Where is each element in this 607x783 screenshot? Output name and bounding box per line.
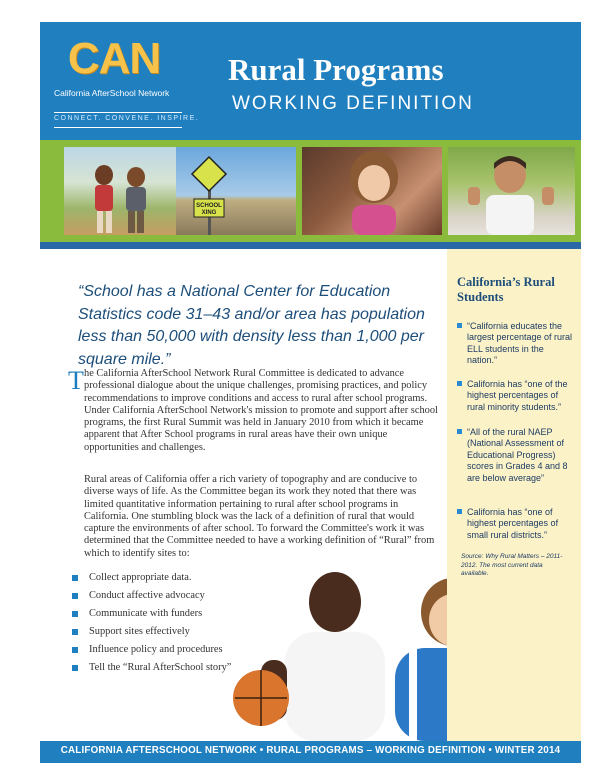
footer-text: CALIFORNIA AFTERSCHOOL NETWORK • RURAL PROGRAMS – WORKING DEFINITION • WINTER 2014 xyxy=(60,745,561,756)
logo-text: CAN xyxy=(67,34,161,83)
square-bullet-icon xyxy=(457,381,462,386)
intro-paragraph xyxy=(68,366,440,454)
header-banner xyxy=(40,22,581,140)
sidebar-title: California’s Rural Students xyxy=(457,275,555,304)
svg-text:SCHOOL: SCHOOL xyxy=(196,203,222,209)
context-paragraph: Rural areas of California offer a rich variety of topography and are conducive to diverse ways of life. As the Committee began its work they noted that there was limited quantitative information pertaining to rural after school programs in California. One stumbling block was the lack of a definition of rural that would capture the environments of after school. To forward the Committee's work it was determined that the Committee needed to have a working definition of “Rural” from which to identify sites to: xyxy=(84,474,435,559)
square-bullet-icon xyxy=(72,593,78,599)
boy-thumbs-up-photo xyxy=(448,147,575,235)
drop-cap: T xyxy=(68,366,84,395)
square-bullet-icon xyxy=(72,647,78,653)
square-bullet-icon xyxy=(72,575,78,581)
logo-tagline: CONNECT. CONVENE. INSPIRE. xyxy=(54,112,182,128)
square-bullet-icon xyxy=(72,665,78,671)
intro-paragraph-text: he California AfterSchool Network Rural Committee is dedicated to advance professional dialogue about the unique challenges, promising practices, and policy recommendations to improve conditions and access to rural after school programs. Under California AfterSchool Network's mission to promote and support after school programs, the first Rural Summit was held in January 2010 from which it became apparent that After School programs in rural areas have their own unique opportunities and challenges. xyxy=(84,368,438,453)
sidebar-source: Source: Why Rural Matters – 2011-2012. The most current data available. xyxy=(461,553,563,577)
square-bullet-icon xyxy=(72,611,78,617)
girl-smiling-photo xyxy=(302,147,442,235)
divider-bar xyxy=(40,242,581,249)
photo-strip xyxy=(40,140,581,242)
school-crossing-sign-photo xyxy=(176,147,296,235)
square-bullet-icon xyxy=(457,323,462,328)
children-walking-photo xyxy=(64,147,189,235)
square-bullet-icon xyxy=(72,629,78,635)
logo-subtitle: California AfterSchool Network xyxy=(54,88,170,98)
square-bullet-icon xyxy=(457,509,462,514)
can-logo xyxy=(54,34,200,130)
square-bullet-icon xyxy=(457,429,462,434)
definition-quote: “School has a National Center for Education Statistics code 31–43 and/or area has population less than 50,000 with density less than 1,000 per square mile.” xyxy=(78,283,425,368)
page-subtitle: WORKING DEFINITION xyxy=(232,93,474,114)
sidebar-panel: California’s Rural Students “California educates the largest percentage of rural ELL students in the nation.” California has “one of the highest percentages of rural minority students.” “All of the rural NAEP (National Assessment of Educational Progress) scores in Grades 4 and 8 are below average” California has “one of highest percentages of small rural districts.” Source: Why Rural Matters – 2011-2012. The most current data available. xyxy=(447,249,581,741)
footer-bar xyxy=(40,741,581,763)
svg-text:XING: XING xyxy=(201,210,217,216)
page-title: Rural Programs xyxy=(228,52,444,87)
